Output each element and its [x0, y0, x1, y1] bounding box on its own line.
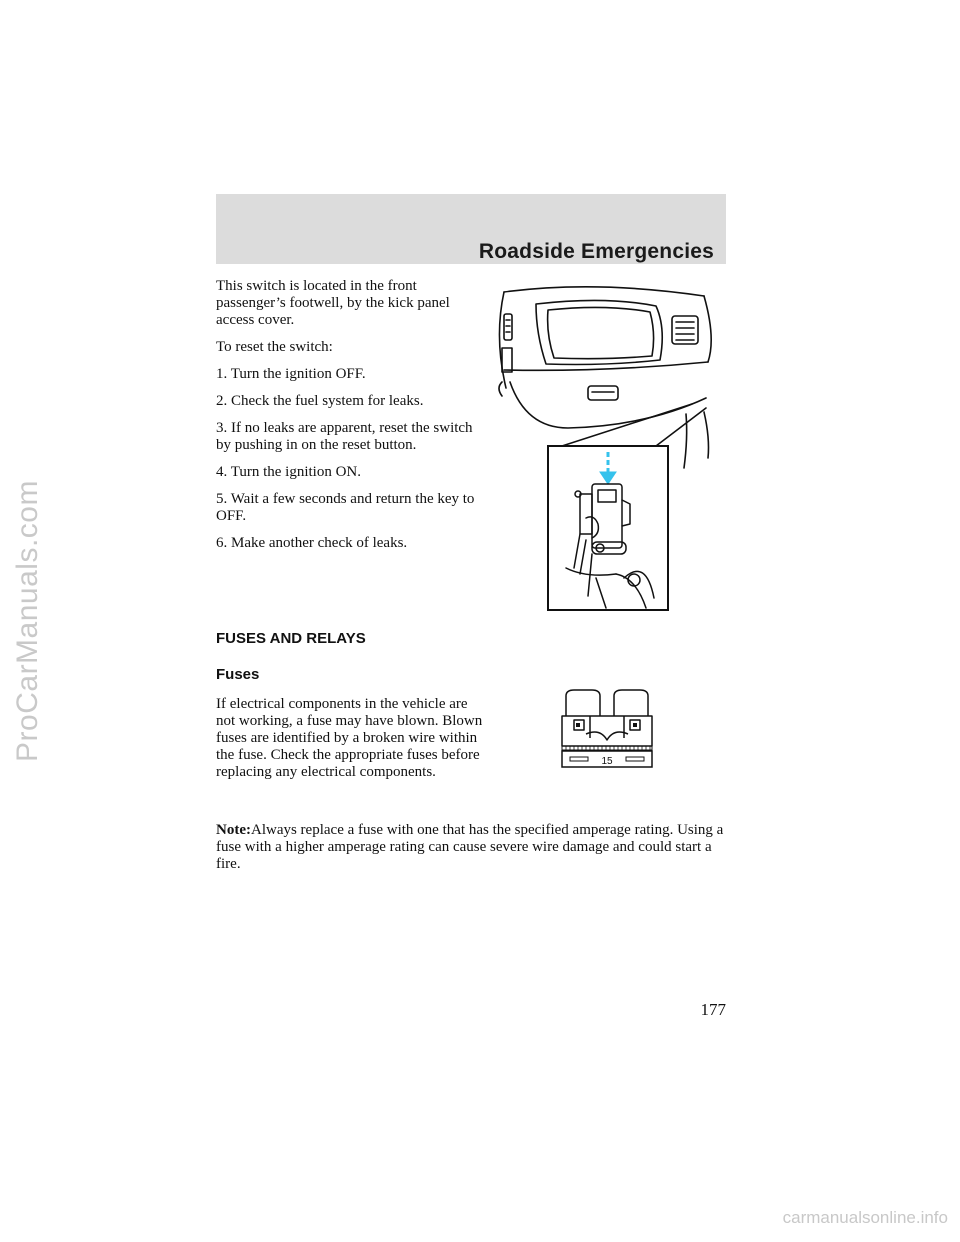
fuses-body: If electrical components in the vehicle are not working, a fuse may have blown. Blown fuses are identified by a broken wire within the fuse. Check the appropriate fuses before replacing any electrical components. [216, 696, 483, 780]
header-band [216, 194, 726, 264]
footer-url: carmanualsonline.info [782, 1208, 948, 1227]
reset-intro: To reset the switch: [216, 339, 333, 355]
fuse-illustration [560, 688, 654, 772]
section-title: Roadside Emergencies [478, 240, 714, 263]
watermark-text: ProCarManuals.com [11, 480, 44, 762]
note-text: Always replace a fuse with one that has the specified amperage rating. Using a fuse with a higher amperage rating can cause severe wire damage and could start a fire. [216, 822, 724, 872]
step-6: 6. Make another check of leaks. [216, 535, 408, 551]
step-2: 2. Check the fuel system for leaks. [216, 393, 424, 409]
fuse-note [216, 822, 726, 873]
switch-instructions [216, 278, 484, 562]
fuses-subheading: Fuses [216, 666, 260, 683]
inertia-switch-illustration [496, 278, 716, 614]
fuses-relays-heading: FUSES AND RELAYS [216, 630, 366, 647]
watermark [8, 10, 48, 1232]
switch-location-text: This switch is located in the front passenger’s footwell, by the kick panel access cover. [216, 278, 450, 328]
note-label: Note: [216, 822, 251, 838]
step-1: 1. Turn the ignition OFF. [216, 366, 366, 382]
step-3: 3. If no leaks are apparent, reset the switch by pushing in on the reset button. [216, 420, 473, 453]
page-number: 177 [700, 1000, 726, 1019]
fuse-rating-label: 15 [601, 756, 613, 767]
step-5: 5. Wait a few seconds and return the key to OFF. [216, 491, 475, 524]
step-4: 4. Turn the ignition ON. [216, 464, 362, 480]
